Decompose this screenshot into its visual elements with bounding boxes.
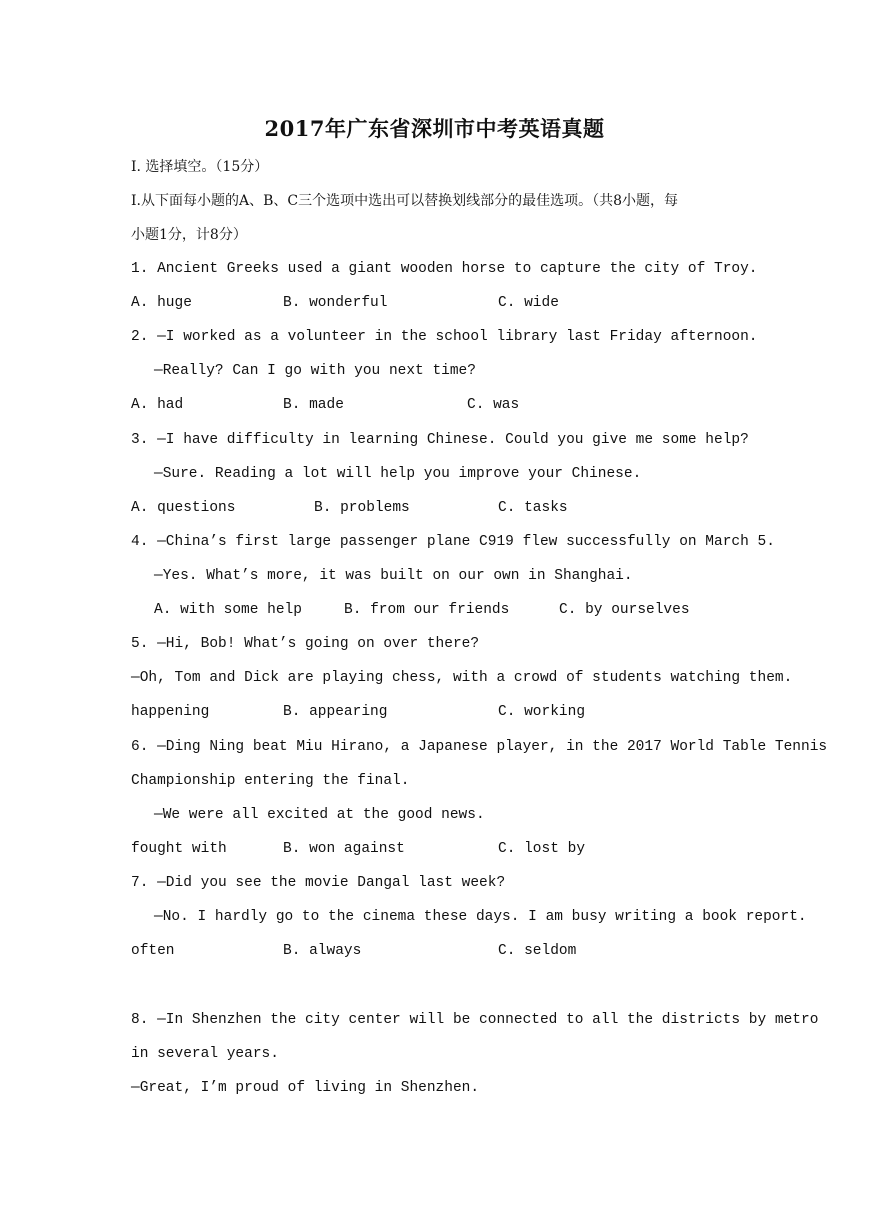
question-5-reply: —Oh, Tom and Dick are playing chess, with a crowd of students watching them. [131, 670, 793, 686]
question-3-option-c: C. tasks [498, 500, 568, 516]
question-2-reply: —Really? Can I go with you next time? [154, 363, 476, 379]
question-6-option-c: C. lost by [498, 841, 586, 857]
question-2-option-c: C. was [467, 397, 520, 413]
question-7: 7. —Did you see the movie Dangal last week? [131, 875, 506, 891]
question-2-option-a: A. had [131, 397, 184, 413]
question-6-reply: —We were all excited at the good news. [154, 807, 485, 823]
question-4-option-a: A. with some help [154, 602, 302, 618]
question-1-option-a: A. huge [131, 295, 192, 311]
question-5-option-a: happening [131, 704, 210, 720]
question-8-cont: in several years. [131, 1046, 279, 1062]
question-7-option-b: B. always [283, 943, 362, 959]
question-6-cont: Championship entering the final. [131, 773, 410, 789]
question-4-option-b: B. from our friends [344, 602, 510, 618]
page-title: 2017年广东省深圳市中考英语真题 [264, 116, 605, 141]
question-1-option-c: C. wide [498, 295, 559, 311]
question-4-reply: —Yes. What’s more, it was built on our own in Shanghai. [154, 568, 633, 584]
question-5: 5. —Hi, Bob! What’s going on over there? [131, 636, 480, 652]
question-4: 4. —China’s first large passenger plane C919 flew successfully on March 5. [131, 534, 775, 550]
question-1: 1. Ancient Greeks used a giant wooden horse to capture the city of Troy. [131, 261, 758, 277]
question-6: 6. —Ding Ning beat Miu Hirano, a Japanese player, in the 2017 World Table Tennis [131, 739, 828, 755]
question-8-reply: —Great, I’m proud of living in Shenzhen. [131, 1080, 480, 1096]
question-7-option-a: often [131, 943, 175, 959]
section-instruction-cont: 小题1分，计8分） [131, 227, 247, 243]
question-4-option-c: C. by ourselves [559, 602, 690, 618]
question-5-option-b: B. appearing [283, 704, 388, 720]
question-8: 8. —In Shenzhen the city center will be connected to all the districts by metro [131, 1012, 819, 1028]
question-3-reply: —Sure. Reading a lot will help you improve your Chinese. [154, 466, 642, 482]
question-2-option-b: B. made [283, 397, 344, 413]
question-3-option-a: A. questions [131, 500, 236, 516]
question-6-option-a: fought with [131, 841, 227, 857]
section-instruction: I.从下面每小题的A、B、C三个选项中选出可以替换划线部分的最佳选项。（共8小题，每 [131, 193, 678, 209]
question-5-option-c: C. working [498, 704, 586, 720]
question-7-reply: —No. I hardly go to the cinema these days. I am busy writing a book report. [154, 909, 807, 925]
question-1-option-b: B. wonderful [283, 295, 388, 311]
question-6-option-b: B. won against [283, 841, 405, 857]
section-heading: I. 选择填空。（15分） [131, 159, 269, 175]
question-2: 2. —I worked as a volunteer in the school library last Friday afternoon. [131, 329, 758, 345]
question-7-option-c: C. seldom [498, 943, 577, 959]
question-3-option-b: B. problems [314, 500, 410, 516]
question-3: 3. —I have difficulty in learning Chinese. Could you give me some help? [131, 432, 749, 448]
